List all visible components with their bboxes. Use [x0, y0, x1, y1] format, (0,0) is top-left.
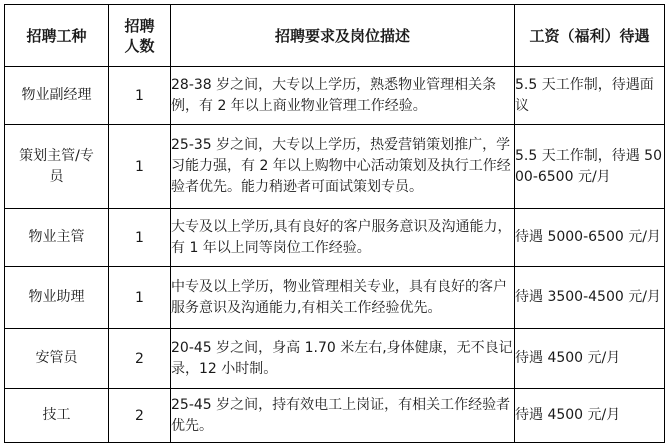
- recruitment-table: [4, 4, 665, 443]
- requirements-cell: 20-45 岁之间，身高 1.70 米左右,身体健康，无不良记录，12 小时制。: [171, 329, 515, 389]
- header-job-title: 招聘工种: [5, 5, 109, 67]
- headcount-cell: 2: [109, 389, 171, 443]
- table-row: [5, 209, 665, 267]
- requirements-cell: 25-35 岁之间，大专以上学历，热爱营销策划推广，学习能力强，有 2 年以上购物中心活动策划及执行工作经验者优先。能力稍逊者可面试策划专员。: [171, 125, 515, 209]
- table-row: [5, 389, 665, 443]
- recruitment-table-container: [4, 4, 664, 442]
- salary-cell: 5.5 天工作制，待遇 5000-6500 元/月: [515, 125, 665, 209]
- job-title-cell: 策划主管/专员: [5, 125, 109, 209]
- table-header-row: [5, 5, 665, 67]
- salary-cell: 待遇 5000-6500 元/月: [515, 209, 665, 267]
- job-title-cell: 安管员: [5, 329, 109, 389]
- headcount-cell: 1: [109, 209, 171, 267]
- salary-cell: 5.5 天工作制，待遇面议: [515, 67, 665, 125]
- table-row: [5, 267, 665, 329]
- table-row: [5, 67, 665, 125]
- table-row: [5, 329, 665, 389]
- requirements-cell: 28-38 岁之间，大专以上学历，熟悉物业管理相关条例，有 2 年以上商业物业管理工作经验。: [171, 67, 515, 125]
- header-headcount: 招聘人数: [109, 5, 171, 67]
- job-title-cell: 物业助理: [5, 267, 109, 329]
- salary-cell: 待遇 4500 元/月: [515, 389, 665, 443]
- headcount-cell: 1: [109, 125, 171, 209]
- header-requirements: 招聘要求及岗位描述: [171, 5, 515, 67]
- job-title-cell: 技工: [5, 389, 109, 443]
- header-salary: 工资（福利）待遇: [515, 5, 665, 67]
- headcount-cell: 1: [109, 267, 171, 329]
- job-title-cell: 物业副经理: [5, 67, 109, 125]
- requirements-cell: 中专及以上学历，物业管理相关专业，具有良好的客户服务意识及沟通能力,有相关工作经验优先。: [171, 267, 515, 329]
- headcount-cell: 1: [109, 67, 171, 125]
- requirements-cell: 25-45 岁之间，持有效电工上岗证，有相关工作经验者优先。: [171, 389, 515, 443]
- headcount-cell: 2: [109, 329, 171, 389]
- salary-cell: 待遇 4500 元/月: [515, 329, 665, 389]
- salary-cell: 待遇 3500-4500 元/月: [515, 267, 665, 329]
- table-row: [5, 125, 665, 209]
- requirements-cell: 大专及以上学历,具有良好的客户服务意识及沟通能力，有 1 年以上同等岗位工作经验。: [171, 209, 515, 267]
- job-title-cell: 物业主管: [5, 209, 109, 267]
